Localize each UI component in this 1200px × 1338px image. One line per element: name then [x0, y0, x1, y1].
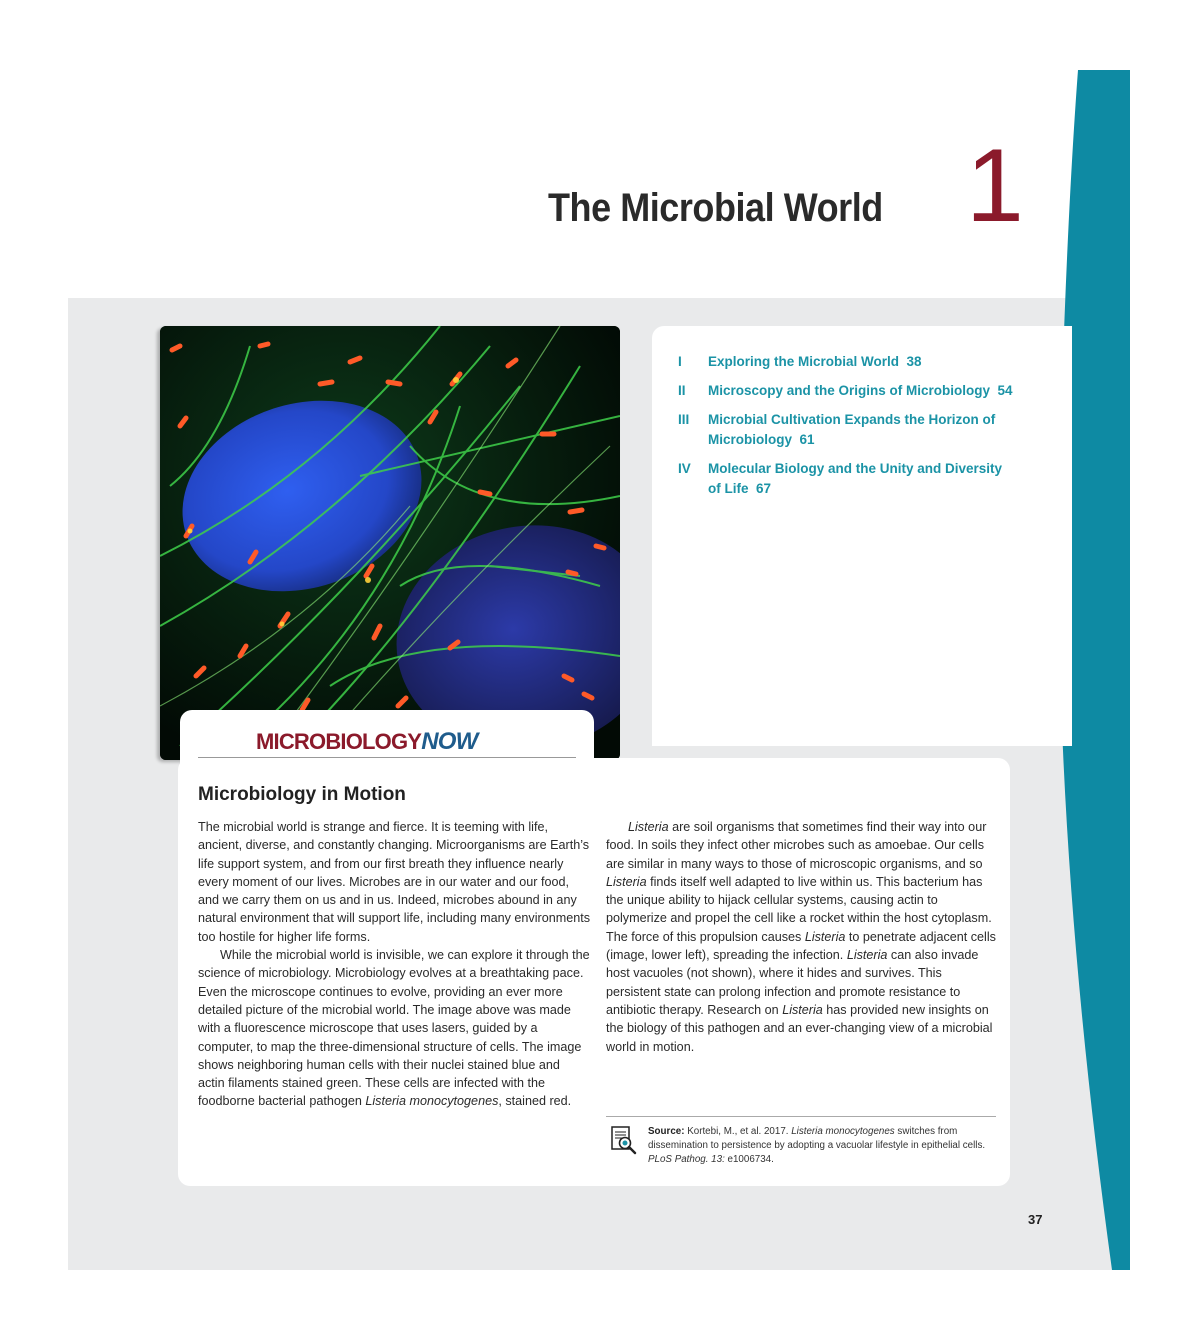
toc-item-2[interactable]	[678, 381, 1018, 401]
toc-page: 61	[799, 432, 815, 447]
source-citation	[606, 1116, 996, 1167]
toc-numeral: IV	[678, 461, 691, 476]
body-paragraph: Listeria are soil organisms that sometimes find their way into our food. In soils they infect other microbes such as amoebae. Our cells are similar in many ways to those of microscopic organisms, and so Listeria finds itself well adapted to live within us. This bacterium has the unique ability to hijack cellular systems, causing actin to polymerize and propel the cell like a rocket within the host cytoplasm. The force of this propulsion causes Listeria to penetrate adjacent cells (image, lower left), spreading the infection. Listeria can also invade host vacuoles (not shown), where it hides and survives. This persistent state can prolong infection and promote resistance to antibiotic therapy. Research on Listeria has provided new insights on the biology of this pathogen and an ever-changing view of a microbial world in motion.	[606, 820, 996, 1054]
toc-item-3[interactable]	[678, 410, 1018, 450]
toc-page: 67	[756, 481, 772, 496]
toc-title: Exploring the Microbial World	[708, 354, 900, 369]
toc-numeral: II	[678, 383, 686, 398]
source-document-icon	[610, 1125, 638, 1155]
feature-heading: Microbiology in Motion	[198, 784, 406, 805]
body-column-left	[198, 818, 590, 1111]
body-paragraph: While the microbial world is invisible, we can explore it through the science of microbiology. Microbiology evolves at a breathtaking pace. Even the microscope continues to evolve, providing an ever more detailed picture of the microbial world. The image above was made with a fluorescence microscope that uses lasers, guided by a computer, to map the three-dimensional structure of cells. The image shows neighboring human cells with their nuclei stained blue and actin filaments stained green. These cells are infected with the foodborne bacterial pathogen Listeria monocytogenes, stained red.	[198, 948, 590, 1109]
divider	[198, 757, 576, 758]
toc-numeral: III	[678, 412, 690, 427]
toc-title: Microscopy and the Origins of Microbiology	[708, 383, 991, 398]
chapter-number: 1	[966, 128, 1024, 244]
fluorescence-micrograph	[160, 326, 620, 760]
toc-list	[678, 352, 1018, 508]
feature-card	[178, 758, 1010, 1186]
body-paragraph: The microbial world is strange and fierce. It is teeming with life, ancient, diverse, and constantly changing. Microorganisms are Earth’s life support system, and from our first breath they influence nearly every moment of our lives. Microbes are in our water and our food, and we carry them on us and in us. Indeed, microbes abound in any natural environment that will support life, including many environments too hostile for higher life forms.	[198, 820, 591, 944]
toc-numeral: I	[678, 354, 682, 369]
chapter-title: The Microbial World	[548, 186, 883, 230]
microbiology-now-logo: MICROBIOLOGYNOW	[256, 728, 478, 755]
source-text: Source: Kortebi, M., et al. 2017. Listeria monocytogenes switches from dissemination to persistence by adopting a vacuolar lifestyle in epithelial cells. PLoS Pathog. 13: e1006734.	[648, 1126, 986, 1165]
toc-item-1[interactable]	[678, 352, 1018, 372]
toc-page: 54	[997, 383, 1013, 398]
toc-title: Microbial Cultivation Expands the Horizon of Microbiology	[708, 412, 996, 447]
body-column-right	[606, 818, 998, 1056]
page-number: 37	[1028, 1212, 1043, 1227]
toc-item-4[interactable]	[678, 459, 1018, 499]
toc-title: Molecular Biology and the Unity and Diversity of Life	[708, 461, 1003, 496]
microbiology-now-tab	[180, 710, 594, 772]
toc-page: 38	[906, 354, 922, 369]
chapter-contents	[652, 326, 1072, 746]
